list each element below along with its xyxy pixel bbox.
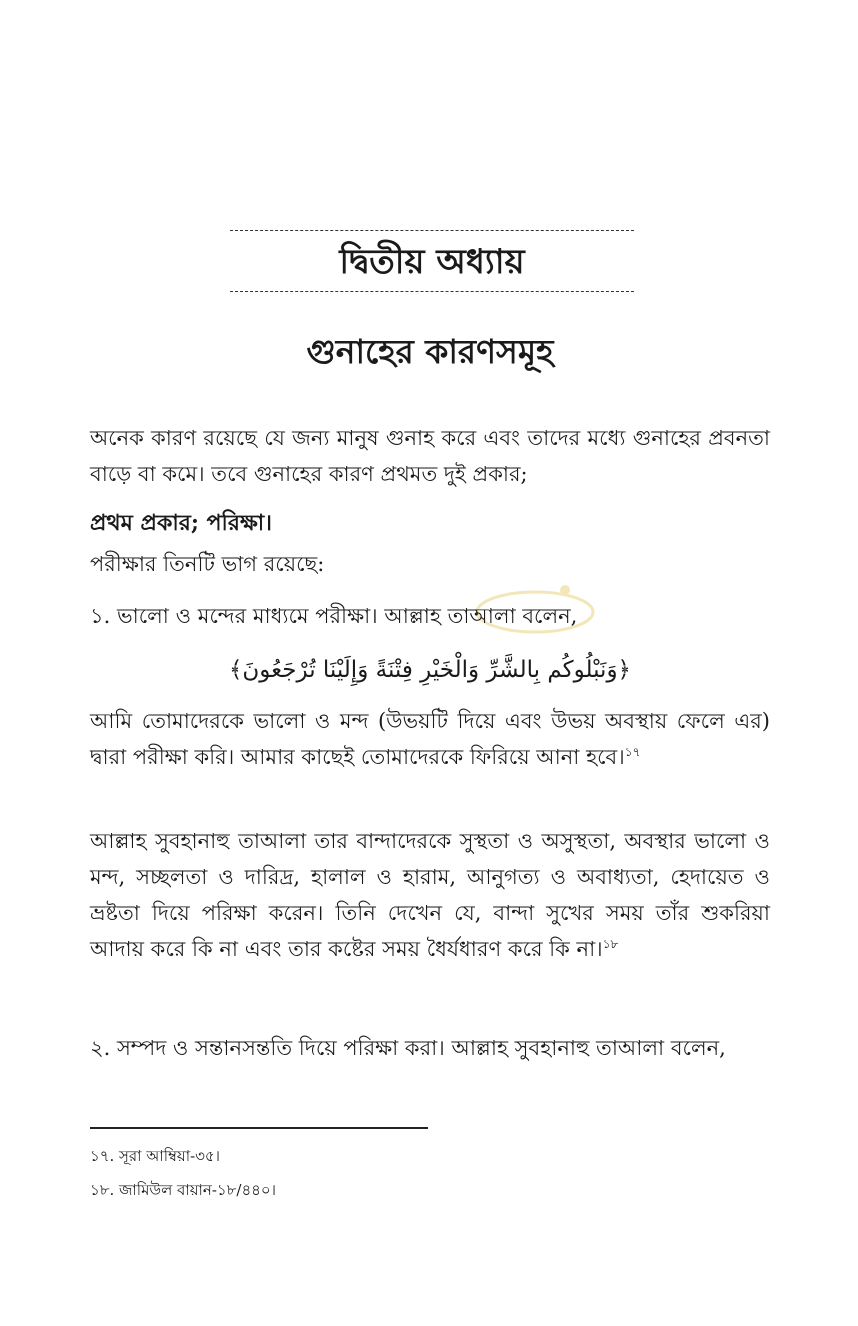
explanation-text: আল্লাহ সুবহানাহু তাআলা তার বান্দাদেরকে সুস্থতা ও অসুস্থতা, অবস্থার ভালো ও মন্দ, সচ্ছলতা ও দারিদ্র, হালাল ও হারাম, আনুগত্য ও অবাধ্যতা, হেদায়েত ও ভ্রষ্টতা দিয়ে পরিক্ষা করেন। তিনি দেখেন যে, বান্দা সুখের সময় তাঁর শুকরিয়া আদায় করে কি না এবং তার কষ্টের সময় ধৈর্যধারণ করে কি না। [90, 829, 770, 961]
first-type-heading: প্রথম প্রকার; পরিক্ষা। [90, 510, 273, 536]
section-title: গুনাহের কারণসমূহ [306, 332, 554, 371]
arabic-verse: ﴿وَنَبْلُوكُم بِالشَّرِّ وَالْخَيْرِ فِتْنَةً وَإِلَيْنَا تُرْجَعُونَ﴾ [228, 657, 632, 683]
item-two: ২. সম্পদ ও সন্তানসন্ততি দিয়ে পরিক্ষা করা। আল্লাহ সুবহানাহু তাআলা বলেন, [90, 1036, 726, 1060]
footnote-separator [90, 1127, 428, 1129]
footnote-18: ১৮. জামিউল বায়ান-১৮/৪৪০। [90, 1181, 277, 1199]
intro-paragraph: অনেক কারণ রয়েছে যে জন্য মানুষ গুনাহ করে এবং তাদের মধ্যে গুনাহের প্রবনতা বাড়ে বা কমে। তবে গুনাহের কারণ প্রথমত দুই প্রকার; [90, 426, 770, 486]
verse-translation-text: আমি তোমাদেরকে ভালো ও মন্দ (উভয়টি দিয়ে এবং উভয় অবস্থায় ফেলে এর) দ্বারা পরীক্ষা করি। আমার কাছেই তোমাদেরকে ফিরিয়ে আনা হবে। [90, 709, 770, 769]
footnote-17: ১৭. সূরা আম্বিয়া-৩৫। [90, 1147, 221, 1165]
item-one: ১. ভালো ও মন্দের মাধ্যমে পরীক্ষা। আল্লাহ তাআলা বলেন, [90, 604, 578, 628]
verse-translation [90, 703, 770, 775]
footnote-ref-17[interactable]: ১৭ [624, 745, 641, 759]
footnote-ref-18[interactable]: ১৮ [602, 937, 619, 951]
explanation-paragraph [90, 823, 770, 967]
test-parts-line: পরীক্ষার তিনটি ভাগ রয়েছে: [90, 552, 325, 576]
chapter-title: দ্বিতীয় অধ্যায় [339, 242, 525, 282]
top-dashed-divider [230, 230, 634, 231]
bottom-dashed-divider [230, 291, 634, 292]
